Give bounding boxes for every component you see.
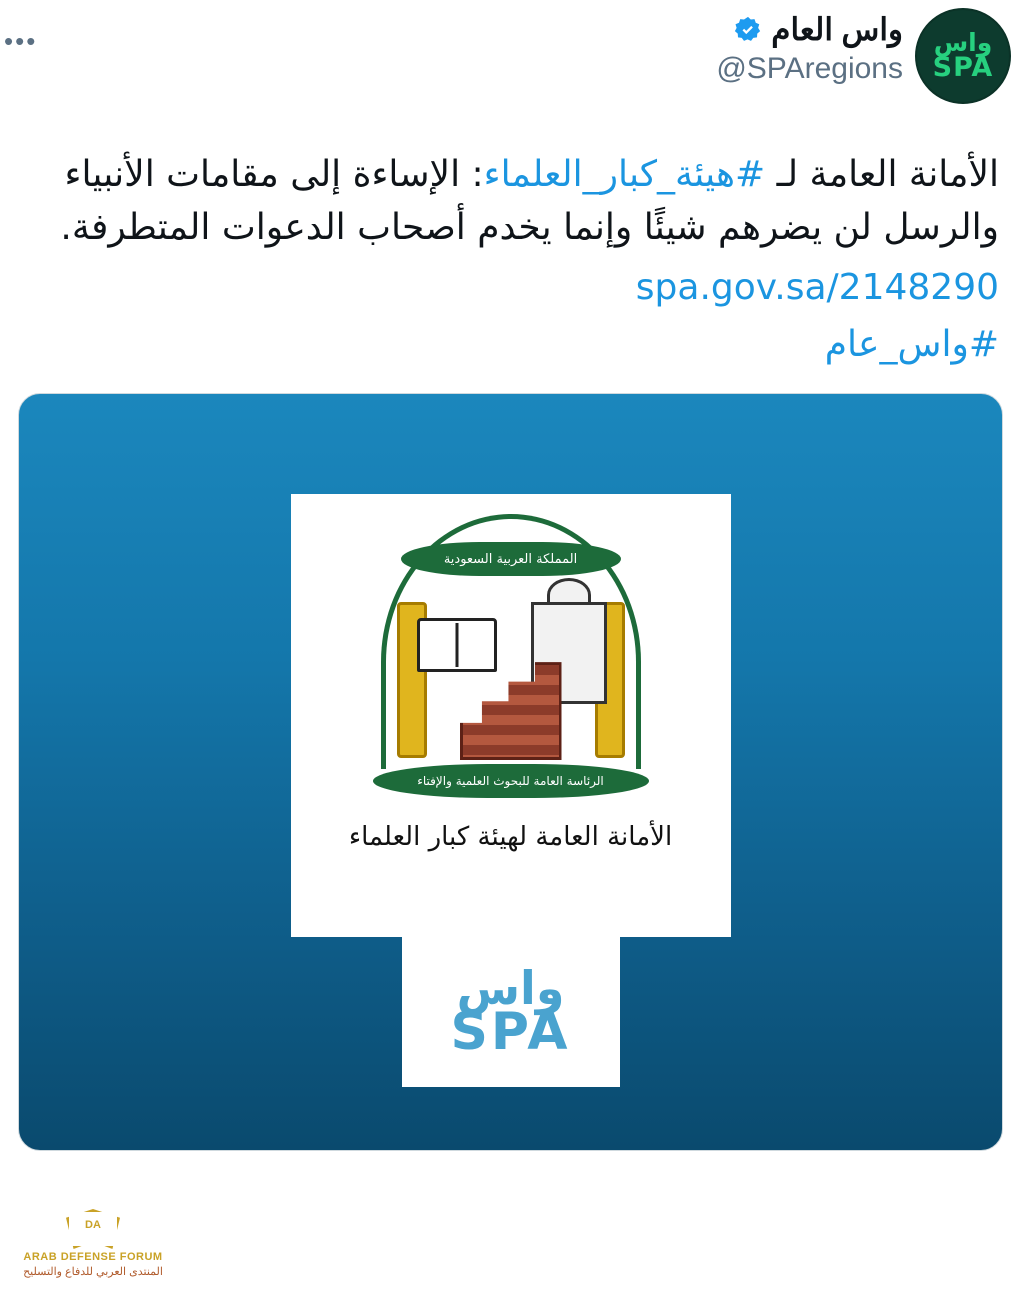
tweet-hashtag[interactable]: #واس_عام xyxy=(824,323,999,365)
forum-watermark-subtitle: المنتدى العربي للدفاع والتسليح xyxy=(23,1266,163,1278)
tweet-header xyxy=(0,0,1021,110)
emblem-caption: الأمانة العامة لهيئة كبار العلماء xyxy=(348,822,673,853)
tweet-link[interactable]: spa.gov.sa/2148290 xyxy=(635,266,999,308)
emblem-graphic-icon xyxy=(361,506,661,816)
forum-watermark xyxy=(18,1209,168,1278)
verified-badge-icon xyxy=(733,15,763,45)
spa-logo-line1: واس xyxy=(456,960,565,1015)
emblem-top-band: المملكة العربية السعودية xyxy=(401,542,621,576)
avatar[interactable] xyxy=(915,8,1011,104)
account-handle[interactable]: @SPAregions xyxy=(716,52,903,85)
avatar-logo-line2: SPA xyxy=(932,52,994,84)
tweet-text xyxy=(0,110,1021,371)
emblem-bottom-band: الرئاسة العامة للبحوث العلمية والإفتاء xyxy=(373,764,649,798)
forum-crest-icon xyxy=(66,1209,120,1249)
more-options-icon[interactable]: ••• xyxy=(4,26,38,56)
forum-crest-text: DA xyxy=(85,1219,101,1231)
display-name: واس العام xyxy=(771,12,903,47)
spa-logo-strip xyxy=(402,937,620,1087)
avatar-logo-icon xyxy=(932,28,994,84)
forum-watermark-title: ARAB DEFENSE FORUM xyxy=(23,1251,163,1263)
media-content xyxy=(19,394,1002,1150)
tweet-media-card[interactable] xyxy=(18,393,1003,1151)
avatar-logo-line1: واس xyxy=(933,28,993,58)
spa-logo-icon xyxy=(450,960,571,1063)
tweet-text-part2: : الإساءة إلى مقامات الأنبياء والرسل لن يضرهم شيئًا وإنما يخدم أصحاب الدعوات المتطرفة. xyxy=(60,154,999,249)
emblem-book-icon xyxy=(417,618,497,672)
tweet-text-part1: الأمانة العامة لـ xyxy=(765,154,999,195)
tweet-inline-hashtag[interactable]: #هيئة_كبار_العلماء xyxy=(483,154,766,195)
emblem-panel xyxy=(291,494,731,937)
spa-logo-line2: SPA xyxy=(450,1002,571,1063)
account-name-block xyxy=(716,12,903,86)
